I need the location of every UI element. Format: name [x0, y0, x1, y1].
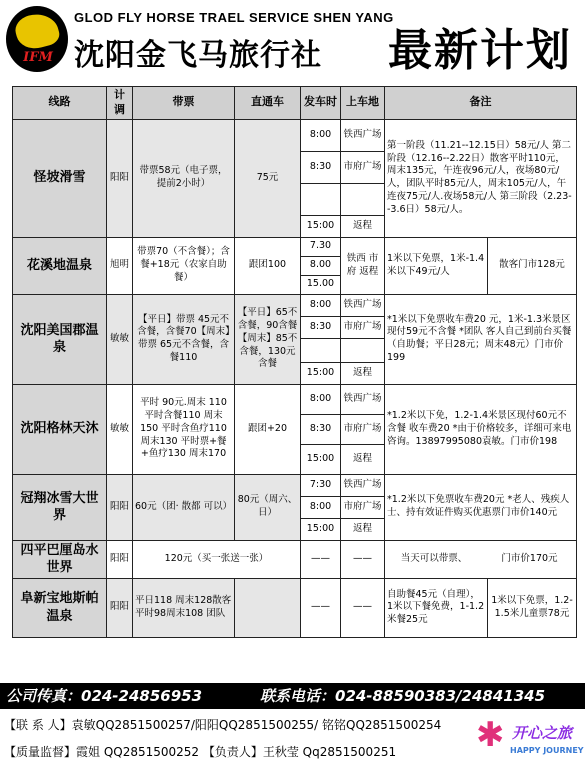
route-name: 怪坡滑雪	[13, 119, 107, 237]
agent-name: 旭明	[107, 237, 133, 294]
phone-number: 联系电话：024-88590383/24841345	[260, 687, 546, 705]
pickup-place	[341, 338, 385, 362]
bus-price: 75元	[235, 119, 301, 237]
depart-time: 15:00	[301, 362, 341, 384]
column-header: 上车地	[341, 87, 385, 120]
pickup-place: ——	[341, 540, 385, 578]
pickup-place: ——	[341, 578, 385, 637]
bus-price: 【平日】65不含餐，90含餐【周末】85不含餐，130元含餐	[235, 294, 301, 384]
pickup-place: 铁西广场	[341, 119, 385, 151]
note: *1米以下免票收车费20 元，1米-1.3米景区现付59元不含餐 *团队 客人自己到前台买餐（自助餐；平日28元；周末48元）门市价199	[385, 294, 577, 384]
depart-time: 15:00	[301, 518, 341, 540]
agent-name: 阳阳	[107, 578, 133, 637]
ticket-price: 120元（买一张送一张）	[133, 540, 301, 578]
horse-icon	[12, 9, 61, 53]
note-detail: 1米以下免票，1米-1.4米以下49元/人	[385, 238, 488, 294]
star-icon: ✱	[476, 715, 505, 755]
pickup-place: 铁西广场	[341, 474, 385, 496]
depart-time: 8:00	[301, 496, 341, 518]
bus-price: 跟团100	[235, 237, 301, 294]
note-price: 散客门市128元	[499, 259, 565, 271]
depart-time: 8:00	[301, 294, 341, 316]
logo-text: IFM	[23, 50, 53, 65]
depart-time: 8:30	[301, 151, 341, 183]
depart-time: 15:00	[301, 215, 341, 237]
pickup-place: 市府广场	[341, 316, 385, 338]
depart-time: 8:00	[301, 119, 341, 151]
ticket-price: 带票58元（电子票，提前2小时）	[133, 119, 235, 237]
route-name: 四平巴厘岛水世界	[13, 540, 107, 578]
note	[385, 540, 577, 578]
bus-price	[235, 578, 301, 637]
pickup-place	[341, 183, 385, 215]
pickup-place: 市府广场	[341, 151, 385, 183]
column-header: 带票	[133, 87, 235, 120]
pickup-place: 市府广场	[341, 496, 385, 518]
happy-journey-logo	[474, 712, 582, 770]
column-header: 备注	[385, 87, 577, 120]
footer-contact-bar	[0, 683, 585, 709]
depart-time: 8.00	[301, 256, 341, 275]
pickup-place: 市府广场	[341, 414, 385, 444]
ticket-price: 平日118 周末128散客平时98周末108 团队	[133, 578, 235, 637]
note	[385, 578, 577, 637]
bus-price: 80元（周六、日）	[235, 474, 301, 540]
pickup-place: 铁西 市府 返程	[341, 237, 385, 294]
depart-time: 7.30	[301, 237, 341, 256]
note: *1.2米以下免票收车费20元 *老人、残疾人士、持有效证件购买优惠票门市价140元	[385, 474, 577, 540]
table-row	[13, 294, 577, 316]
table-row	[13, 237, 577, 256]
ticket-price: 平时 90元.周末 110 平时含餐110 周末 150 平时含鱼疗110 周末130 平时票+餐+鱼疗130 周末170	[133, 384, 235, 474]
depart-time: 15.00	[301, 275, 341, 294]
depart-time: 8:30	[301, 414, 341, 444]
ticket-price: 【平日】带票 45元不含餐，含餐70【周末】带票 65元不含餐，含餐110	[133, 294, 235, 384]
note: *1.2米以下免，1.2-1.4米景区现付60元不含餐 收车费20 *由于价格较多，详细可来电咨询。13897995080袁敏。门市价198	[385, 384, 577, 474]
route-name: 沈阳格林天沐	[13, 384, 107, 474]
agent-name: 敏敏	[107, 294, 133, 384]
ticket-price: 带票70（不含餐）；含餐+18元（农家自助餐）	[133, 237, 235, 294]
table-header-row	[13, 87, 577, 120]
depart-time: 15:00	[301, 444, 341, 474]
happy-logo-en: HAPPY JOURNEY	[510, 746, 584, 755]
table-row	[13, 540, 577, 578]
pickup-place: 返程	[341, 444, 385, 474]
depart-time: 8:00	[301, 384, 341, 414]
ticket-price: 60元（团· 散都 可以）	[133, 474, 235, 540]
agent-name: 阳阳	[107, 119, 133, 237]
agent-name: 阳阳	[107, 474, 133, 540]
note-detail: 自助餐45元（自理），1米以下餐免费，1-1.2米餐25元	[385, 579, 488, 637]
agent-name: 阳阳	[107, 540, 133, 578]
fax-number: 公司传真：024-24856953	[6, 687, 203, 705]
note-price: 门市价170元	[501, 552, 558, 564]
quality-supervisor: 【质量监督】霞姐 QQ2851500252 【负责人】王秋莹 Qq2851500251	[4, 745, 397, 759]
table-row	[13, 119, 577, 151]
contact-persons: 【联 系 人】袁敏QQ2851500257/阳阳QQ2851500255/ 铭铭QQ2851500254	[4, 718, 442, 732]
header	[0, 0, 585, 82]
route-name: 沈阳美国郡温泉	[13, 294, 107, 384]
route-name: 阜新宝地斯帕温泉	[13, 578, 107, 637]
plan-table	[12, 86, 576, 638]
route-name: 冠翔冰雪大世界	[13, 474, 107, 540]
depart-time	[301, 338, 341, 362]
column-header: 直通车	[235, 87, 301, 120]
chinese-title: 沈阳金飞马旅行社	[74, 38, 322, 73]
english-title: GLOD FLY HORSE TRAEL SERVICE SHEN YANG	[74, 10, 394, 25]
column-header: 线路	[13, 87, 107, 120]
pickup-place: 返程	[341, 362, 385, 384]
pickup-place: 返程	[341, 215, 385, 237]
depart-time: ——	[301, 578, 341, 637]
table-row	[13, 578, 577, 637]
column-header: 发车时	[301, 87, 341, 120]
flying-horse-logo	[6, 6, 68, 72]
agent-name: 敏敏	[107, 384, 133, 474]
bus-price: 跟团+20	[235, 384, 301, 474]
depart-time: 7:30	[301, 474, 341, 496]
depart-time	[301, 183, 341, 215]
happy-logo-cn: 开心之旅	[512, 724, 573, 742]
depart-time: ——	[301, 540, 341, 578]
pickup-place: 铁西广场	[341, 294, 385, 316]
table-row	[13, 384, 577, 414]
note	[385, 237, 577, 294]
note-price: 1米以下免票，1.2-1.5米儿童票78元	[491, 594, 573, 619]
page-title: 最新计划	[388, 25, 572, 76]
column-header: 计调	[107, 87, 133, 120]
table-row	[13, 474, 577, 496]
depart-time: 8:30	[301, 316, 341, 338]
route-name: 花溪地温泉	[13, 237, 107, 294]
note-detail: 当天可以带票、	[400, 552, 468, 564]
note: 第一阶段（11.21--12.15日）58元/人 第二阶段（12.16--2.22日）散客平时110元，周末135元，午连夜96元/人，夜场80元/人，团队平时85元/人，周末105元/人，午连夜75元/人.夜场58元/人 第三阶段（2.23--3.6日）58元/人。	[385, 119, 577, 237]
pickup-place: 铁西广场	[341, 384, 385, 414]
pickup-place: 返程	[341, 518, 385, 540]
